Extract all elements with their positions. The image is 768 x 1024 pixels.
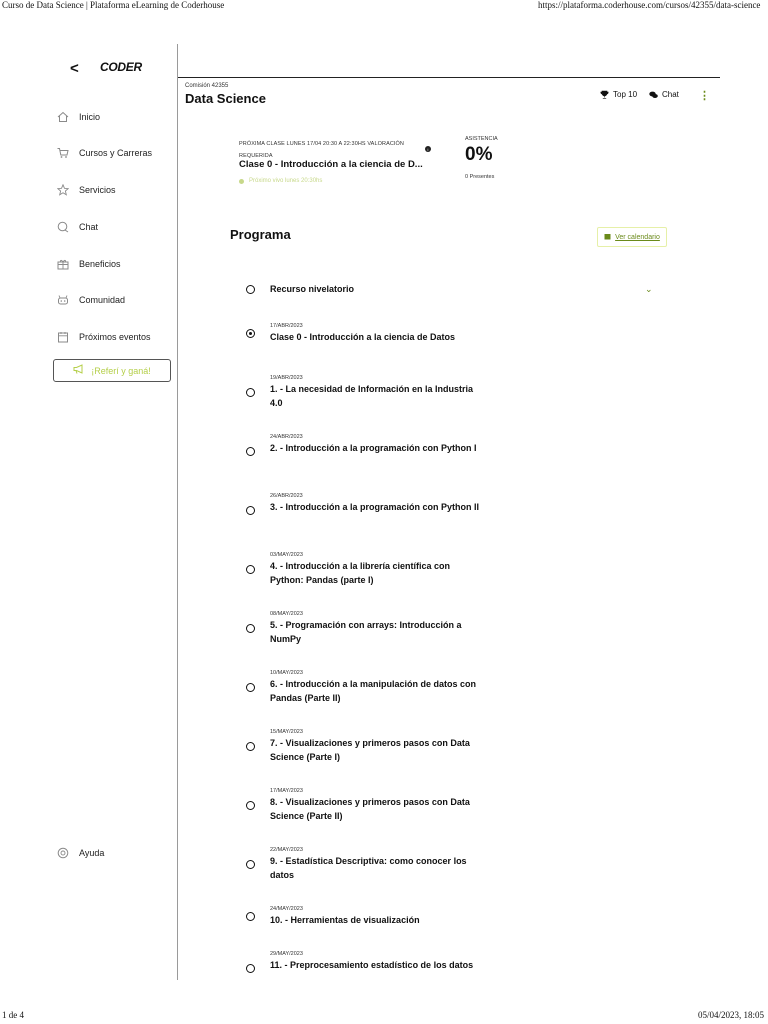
item-name: Recurso nivelatorio xyxy=(270,284,355,294)
chevron-down-icon[interactable]: ⌄ xyxy=(645,284,653,294)
header-divider xyxy=(178,77,720,78)
calendar-button[interactable] xyxy=(597,227,667,247)
live-note-text: Próximo vivo lunes 20:30hs xyxy=(249,178,323,184)
gift-icon xyxy=(56,257,70,271)
item-name: 11. - Preprocesamiento estadístico de los datos xyxy=(270,960,474,970)
item-name: 3. - Introducción a la programación con Python II xyxy=(270,502,480,512)
comision-label: Comisión 42355 xyxy=(185,83,229,89)
print-page: 1 de 4 xyxy=(2,1010,24,1020)
chat-bubble-icon xyxy=(56,220,70,234)
help-icon xyxy=(56,846,70,860)
radio-icon[interactable] xyxy=(246,506,255,515)
radio-selected-icon[interactable] xyxy=(246,329,255,338)
cart-icon xyxy=(56,146,70,160)
item-name: 5. - Programación con arrays: Introducción a NumPy xyxy=(270,620,462,644)
next-class-title[interactable]: Clase 0 - Introducción a la ciencia de D... xyxy=(239,159,423,170)
chat-label: Chat xyxy=(662,90,679,99)
refer-label: ¡Referí y ganá! xyxy=(91,365,151,376)
item-date: 24/ABR/2023 xyxy=(270,434,303,440)
community-icon xyxy=(56,293,70,307)
sidebar-item-label: Beneficios xyxy=(79,259,121,269)
item-date: 08/MAY/2023 xyxy=(270,611,303,617)
calendar-label: Ver calendario xyxy=(615,233,660,241)
sidebar-item-eventos[interactable] xyxy=(56,327,151,347)
radio-icon[interactable] xyxy=(246,801,255,810)
item-date: 22/MAY/2023 xyxy=(270,847,303,853)
item-name: 4. - Introducción a la librería científica con Python: Pandas (parte I) xyxy=(270,561,451,585)
print-header xyxy=(0,0,768,12)
trophy-icon xyxy=(600,90,609,99)
next-class-label: PRÓXIMA CLASE LUNES 17/04 20:30 A 22:30HS VALORACIÓN REQUERIDA xyxy=(239,141,404,159)
radio-icon[interactable] xyxy=(246,624,255,633)
item-date: 15/MAY/2023 xyxy=(270,729,303,735)
radio-icon[interactable] xyxy=(246,912,255,921)
item-date: 26/ABR/2023 xyxy=(270,493,303,499)
more-options-icon[interactable]: ⋮ xyxy=(699,90,710,102)
radio-icon[interactable] xyxy=(246,964,255,973)
radio-icon[interactable] xyxy=(246,388,255,397)
attendance-sub: 0 Presentes xyxy=(465,174,495,180)
item-name: 8. - Visualizaciones y primeros pasos con Data Science (Parte II) xyxy=(270,797,470,821)
print-url: https://plataforma.coderhouse.com/cursos/42355/data-science xyxy=(538,0,761,10)
item-date: 03/MAY/2023 xyxy=(270,552,303,558)
live-note xyxy=(239,178,322,184)
sidebar-item-label: Comunidad xyxy=(79,295,126,305)
home-icon xyxy=(56,110,70,124)
item-name: 1. - La necesidad de Información en la Industria 4.0 xyxy=(270,384,474,408)
print-title: Curso de Data Science | Plataforma eLearning de Coderhouse xyxy=(2,0,225,10)
item-name: 6. - Introducción a la manipulación de datos con Pandas (Parte II) xyxy=(270,679,477,703)
megaphone-icon xyxy=(73,364,85,377)
calendar-icon xyxy=(56,330,70,344)
program-title: Programa xyxy=(230,227,291,242)
attendance-label: ASISTENCIA xyxy=(465,136,498,142)
attendance-value: 0% xyxy=(465,144,493,165)
sidebar-item-comunidad[interactable] xyxy=(56,290,125,310)
sidebar-item-beneficios[interactable] xyxy=(56,254,121,274)
refer-button[interactable] xyxy=(53,359,171,382)
back-button[interactable]: < xyxy=(70,60,79,77)
radio-icon[interactable] xyxy=(246,860,255,869)
item-name: 7. - Visualizaciones y primeros pasos con Data Science (Parte I) xyxy=(270,738,470,762)
item-name: 2. - Introducción a la programación con Python I xyxy=(270,443,477,453)
sidebar-item-servicios[interactable] xyxy=(56,180,116,200)
item-date: 24/MAY/2023 xyxy=(270,906,303,912)
item-date: 17/MAY/2023 xyxy=(270,788,303,794)
chat-icon xyxy=(649,91,658,99)
top10-label: Top 10 xyxy=(613,90,638,99)
sidebar-item-cursos[interactable] xyxy=(56,143,152,163)
print-datetime: 05/04/2023, 18:05 xyxy=(698,1010,765,1020)
item-name: Clase 0 - Introducción a la ciencia de Datos xyxy=(270,332,456,342)
item-date: 10/MAY/2023 xyxy=(270,670,303,676)
sidebar-item-label: Servicios xyxy=(79,185,116,195)
item-name: 9. - Estadística Descriptiva: como conocer los datos xyxy=(270,856,467,880)
sidebar-item-ayuda[interactable] xyxy=(56,843,104,863)
item-date: 29/MAY/2023 xyxy=(270,951,303,957)
radio-icon[interactable] xyxy=(246,447,255,456)
radio-icon[interactable] xyxy=(246,285,255,294)
item-date: 19/ABR/2023 xyxy=(270,375,303,381)
course-title: Data Science xyxy=(185,91,266,106)
radio-icon[interactable] xyxy=(246,742,255,751)
print-footer xyxy=(0,1010,768,1024)
sidebar-item-inicio[interactable] xyxy=(56,107,100,127)
calendar-small-icon xyxy=(604,233,611,242)
star-icon xyxy=(56,183,70,197)
chat-button[interactable] xyxy=(649,90,679,99)
sidebar-item-label: Cursos y Carreras xyxy=(79,148,153,158)
radio-icon[interactable] xyxy=(246,565,255,574)
sidebar-item-label: Chat xyxy=(79,222,99,232)
radio-icon[interactable] xyxy=(246,683,255,692)
sidebar xyxy=(0,44,178,980)
info-icon[interactable]: i xyxy=(425,146,431,152)
top10-button[interactable] xyxy=(600,90,637,99)
item-name: 10. - Herramientas de visualización xyxy=(270,915,420,925)
sidebar-item-chat[interactable] xyxy=(56,217,98,237)
sidebar-item-label: Próximos eventos xyxy=(79,332,151,342)
list-item[interactable] xyxy=(246,951,666,981)
coder-logo[interactable]: CODER xyxy=(100,60,142,74)
sidebar-item-label: Ayuda xyxy=(79,848,105,858)
live-dot-icon xyxy=(239,179,244,184)
sidebar-item-label: Inicio xyxy=(79,112,101,122)
item-date: 17/ABR/2023 xyxy=(270,323,303,329)
